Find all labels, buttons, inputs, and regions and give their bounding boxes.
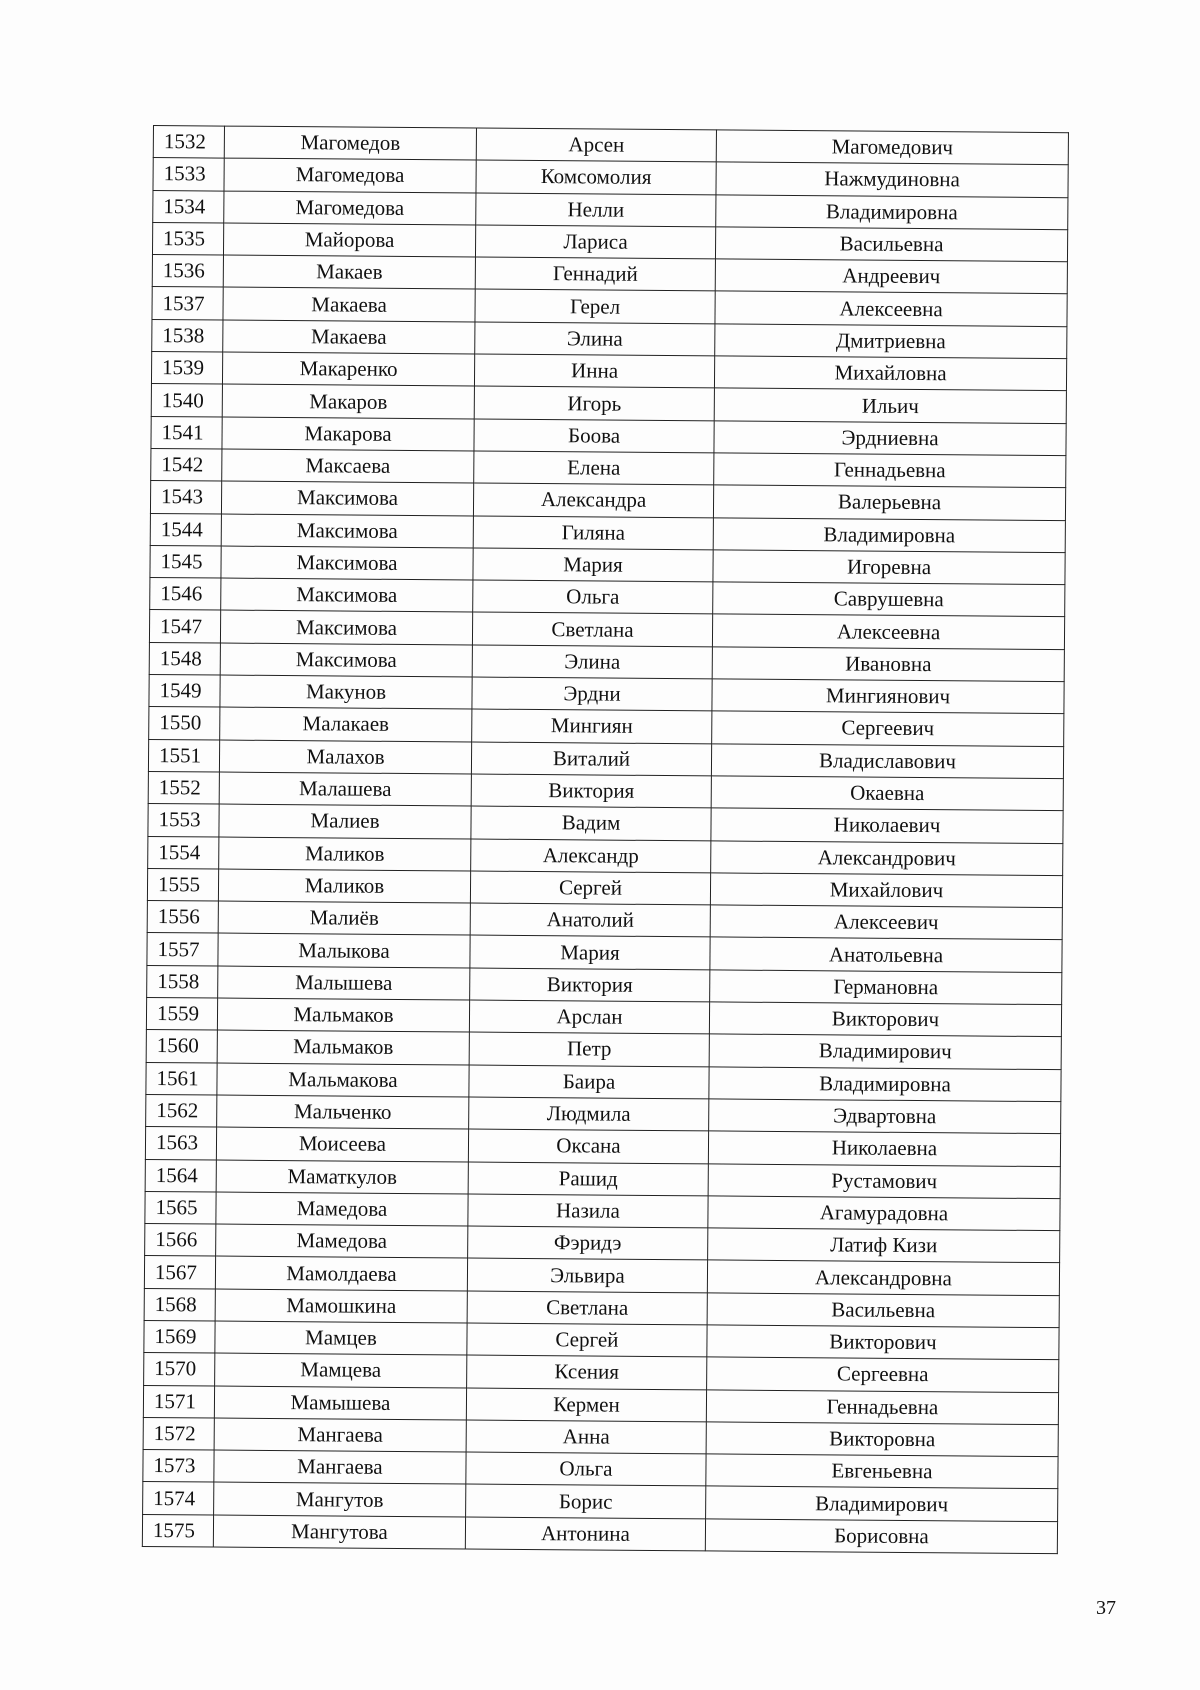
row-number-cell: 1540 <box>151 384 222 417</box>
first-name-cell: Рашид <box>468 1162 708 1196</box>
row-number-cell: 1566 <box>145 1224 216 1257</box>
patronymic-cell: Окаевна <box>711 776 1063 811</box>
last-name-cell: Магомедова <box>224 158 476 192</box>
row-number-cell: 1544 <box>150 513 221 546</box>
patronymic-cell: Андреевич <box>715 259 1067 294</box>
patronymic-cell: Магомедович <box>716 130 1068 165</box>
last-name-cell: Малыкова <box>218 933 470 967</box>
row-number-cell: 1547 <box>149 610 220 643</box>
patronymic-cell: Саврушевна <box>713 582 1065 617</box>
first-name-cell: Фэридэ <box>468 1226 708 1260</box>
last-name-cell: Мальченко <box>217 1095 469 1129</box>
first-name-cell: Баира <box>469 1065 709 1099</box>
patronymic-cell: Викторовна <box>706 1422 1058 1457</box>
last-name-cell: Мальмаков <box>217 998 469 1032</box>
first-name-cell: Элина <box>475 322 715 356</box>
last-name-cell: Мангутов <box>214 1482 466 1516</box>
first-name-cell: Сергей <box>467 1323 707 1357</box>
first-name-cell: Геннадий <box>475 257 715 291</box>
first-name-cell: Виктория <box>470 968 710 1002</box>
first-name-cell: Боова <box>474 419 714 453</box>
patronymic-cell: Михайлович <box>710 873 1062 908</box>
patronymic-cell: Сергеевич <box>712 711 1064 746</box>
first-name-cell: Мингиян <box>472 709 712 743</box>
first-name-cell: Инна <box>474 354 714 388</box>
last-name-cell: Малышева <box>218 966 470 1000</box>
patronymic-cell: Рустамович <box>708 1163 1060 1198</box>
row-number-cell: 1532 <box>153 126 224 159</box>
row-number-cell: 1574 <box>143 1482 214 1515</box>
patronymic-cell: Викторович <box>709 1002 1061 1037</box>
name-list-body <box>142 126 1068 1554</box>
row-number-cell: 1533 <box>153 158 224 191</box>
patronymic-cell: Васильевна <box>715 227 1067 262</box>
last-name-cell: Мангаева <box>214 1418 466 1452</box>
first-name-cell: Назила <box>468 1194 708 1228</box>
row-number-cell: 1557 <box>147 933 218 966</box>
last-name-cell: Магомедов <box>224 126 476 160</box>
first-name-cell: Анатолий <box>470 903 710 937</box>
first-name-cell: Елена <box>474 451 714 485</box>
last-name-cell: Мамедова <box>216 1224 468 1258</box>
last-name-cell: Максимова <box>221 546 473 580</box>
row-number-cell: 1539 <box>151 352 222 385</box>
last-name-cell: Макаева <box>223 320 475 354</box>
page-number: 37 <box>1096 1597 1116 1619</box>
first-name-cell: Герел <box>475 290 715 324</box>
patronymic-cell: Игоревна <box>713 550 1065 585</box>
last-name-cell: Малакаев <box>220 707 472 741</box>
first-name-cell: Борис <box>466 1484 706 1518</box>
row-number-cell: 1556 <box>147 901 218 934</box>
patronymic-cell: Ильич <box>714 388 1066 423</box>
last-name-cell: Мамошкина <box>215 1289 467 1323</box>
last-name-cell: Максимова <box>221 514 473 548</box>
first-name-cell: Вадим <box>471 806 711 840</box>
patronymic-cell: Геннадьевна <box>706 1389 1058 1424</box>
last-name-cell: Малиёв <box>218 901 470 935</box>
last-name-cell: Майорова <box>223 223 475 257</box>
patronymic-cell: Дмитриевна <box>715 324 1067 359</box>
last-name-cell: Максимова <box>220 643 472 677</box>
last-name-cell: Маликов <box>218 869 470 903</box>
first-name-cell: Сергей <box>470 871 710 905</box>
row-number-cell: 1564 <box>145 1159 216 1192</box>
first-name-cell: Элина <box>472 645 712 679</box>
patronymic-cell: Васильевна <box>707 1293 1059 1328</box>
patronymic-cell: Николаевна <box>708 1131 1060 1166</box>
patronymic-cell: Михайловна <box>714 356 1066 391</box>
patronymic-cell: Агамурадовна <box>708 1196 1060 1231</box>
first-name-cell: Виктория <box>471 774 711 808</box>
row-number-cell: 1550 <box>149 707 220 740</box>
row-number-cell: 1545 <box>150 545 221 578</box>
first-name-cell: Светлана <box>472 612 712 646</box>
first-name-cell: Александр <box>471 839 711 873</box>
patronymic-cell: Николаевич <box>711 808 1063 843</box>
last-name-cell: Мамышева <box>214 1386 466 1420</box>
row-number-cell: 1548 <box>149 642 220 675</box>
first-name-cell: Анна <box>466 1420 706 1454</box>
first-name-cell: Людмила <box>469 1097 709 1131</box>
row-number-cell: 1569 <box>144 1320 215 1353</box>
table-row <box>142 1514 1057 1553</box>
row-number-cell: 1558 <box>147 965 218 998</box>
last-name-cell: Моисеева <box>216 1127 468 1161</box>
row-number-cell: 1543 <box>150 481 221 514</box>
first-name-cell: Мария <box>473 548 713 582</box>
first-name-cell: Эльвира <box>467 1258 707 1292</box>
patronymic-cell: Латиф Кизи <box>708 1228 1060 1263</box>
last-name-cell: Мальмаков <box>217 1030 469 1064</box>
patronymic-cell: Борисовна <box>705 1519 1057 1554</box>
first-name-cell: Игорь <box>474 386 714 420</box>
first-name-cell: Арсен <box>476 128 716 162</box>
row-number-cell: 1553 <box>148 804 219 837</box>
row-number-cell: 1573 <box>143 1450 214 1483</box>
row-number-cell: 1536 <box>152 255 223 288</box>
last-name-cell: Макаров <box>222 384 474 418</box>
last-name-cell: Мангутова <box>213 1515 465 1549</box>
first-name-cell: Эрдни <box>472 677 712 711</box>
last-name-cell: Мамолдаева <box>215 1256 467 1290</box>
patronymic-cell: Владиславович <box>711 744 1063 779</box>
row-number-cell: 1542 <box>151 448 222 481</box>
row-number-cell: 1538 <box>152 319 223 352</box>
first-name-cell: Светлана <box>467 1291 707 1325</box>
row-number-cell: 1572 <box>143 1417 214 1450</box>
row-number-cell: 1559 <box>146 997 217 1030</box>
row-number-cell: 1541 <box>151 416 222 449</box>
patronymic-cell: Германовна <box>710 970 1062 1005</box>
row-number-cell: 1571 <box>143 1385 214 1418</box>
first-name-cell: Комсомолия <box>476 160 716 194</box>
first-name-cell: Александра <box>473 483 713 517</box>
patronymic-cell: Евгеньевна <box>706 1454 1058 1489</box>
row-number-cell: 1562 <box>146 1094 217 1127</box>
last-name-cell: Максимова <box>221 578 473 612</box>
row-number-cell: 1554 <box>148 836 219 869</box>
row-number-cell: 1552 <box>148 771 219 804</box>
row-number-cell: 1551 <box>148 739 219 772</box>
row-number-cell: 1535 <box>152 222 223 255</box>
patronymic-cell: Алексеевна <box>715 291 1067 326</box>
patronymic-cell: Ивановна <box>712 647 1064 682</box>
row-number-cell: 1567 <box>144 1256 215 1289</box>
row-number-cell: 1561 <box>146 1062 217 1095</box>
row-number-cell: 1575 <box>142 1514 213 1547</box>
name-list-table <box>142 125 1069 1554</box>
last-name-cell: Максимова <box>220 610 472 644</box>
patronymic-cell: Владимирович <box>709 1034 1061 1069</box>
last-name-cell: Макунов <box>220 675 472 709</box>
last-name-cell: Макарова <box>222 417 474 451</box>
last-name-cell: Максимова <box>221 481 473 515</box>
row-number-cell: 1563 <box>145 1127 216 1160</box>
last-name-cell: Макаев <box>223 255 475 289</box>
patronymic-cell: Алексеевна <box>712 614 1064 649</box>
last-name-cell: Мамедова <box>216 1192 468 1226</box>
patronymic-cell: Александрович <box>711 840 1063 875</box>
first-name-cell: Оксана <box>468 1129 708 1163</box>
patronymic-cell: Нажмудиновна <box>716 162 1068 197</box>
last-name-cell: Малашева <box>219 772 471 806</box>
row-number-cell: 1537 <box>152 287 223 320</box>
first-name-cell: Петр <box>469 1032 709 1066</box>
last-name-cell: Мальмакова <box>217 1063 469 1097</box>
row-number-cell: 1555 <box>147 868 218 901</box>
patronymic-cell: Валерьевна <box>713 485 1065 520</box>
last-name-cell: Маматкулов <box>216 1160 468 1194</box>
patronymic-cell: Александровна <box>707 1260 1059 1295</box>
patronymic-cell: Мингиянович <box>712 679 1064 714</box>
last-name-cell: Мамцева <box>215 1353 467 1387</box>
first-name-cell: Кермен <box>466 1388 706 1422</box>
patronymic-cell: Викторович <box>707 1325 1059 1360</box>
last-name-cell: Малиев <box>219 804 471 838</box>
last-name-cell: Макаева <box>223 288 475 322</box>
patronymic-cell: Сергеевна <box>707 1357 1059 1392</box>
last-name-cell: Максаева <box>222 449 474 483</box>
row-number-cell: 1565 <box>145 1191 216 1224</box>
patronymic-cell: Владимировна <box>716 195 1068 230</box>
last-name-cell: Магомедова <box>224 191 476 225</box>
patronymic-cell: Геннадьевна <box>714 453 1066 488</box>
last-name-cell: Мангаева <box>214 1450 466 1484</box>
patronymic-cell: Эдвартовна <box>709 1099 1061 1134</box>
row-number-cell: 1570 <box>144 1353 215 1386</box>
last-name-cell: Маликов <box>219 837 471 871</box>
patronymic-cell: Алексеевич <box>710 905 1062 940</box>
first-name-cell: Антонина <box>465 1517 705 1551</box>
patronymic-cell: Эрдниевна <box>714 421 1066 456</box>
patronymic-cell: Анатольевна <box>710 937 1062 972</box>
first-name-cell: Нелли <box>476 193 716 227</box>
first-name-cell: Лариса <box>475 225 715 259</box>
row-number-cell: 1546 <box>150 578 221 611</box>
first-name-cell: Ксения <box>467 1355 707 1389</box>
row-number-cell: 1549 <box>149 675 220 708</box>
last-name-cell: Малахов <box>219 740 471 774</box>
patronymic-cell: Владимировна <box>713 517 1065 552</box>
first-name-cell: Гиляна <box>473 516 713 550</box>
last-name-cell: Макаренко <box>222 352 474 386</box>
first-name-cell: Ольга <box>473 580 713 614</box>
first-name-cell: Арслан <box>469 1000 709 1034</box>
last-name-cell: Мамцев <box>215 1321 467 1355</box>
first-name-cell: Виталий <box>471 742 711 776</box>
first-name-cell: Мария <box>470 935 710 969</box>
row-number-cell: 1534 <box>153 190 224 223</box>
first-name-cell: Ольга <box>466 1452 706 1486</box>
patronymic-cell: Владимировна <box>709 1067 1061 1102</box>
row-number-cell: 1568 <box>144 1288 215 1321</box>
patronymic-cell: Владимирович <box>706 1486 1058 1521</box>
row-number-cell: 1560 <box>146 1030 217 1063</box>
